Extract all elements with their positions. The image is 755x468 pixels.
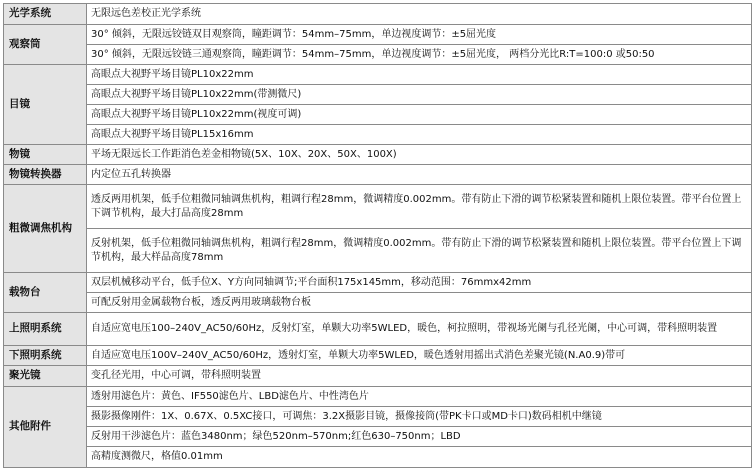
row-value: 反射用干涉滤色片：蓝色3480nm；绿色520nm–570nm;红色630–750nm；LBD (87, 427, 752, 447)
spec-row (4, 293, 752, 313)
row-value: 可配反射用金属载物台板，透反两用玻璃载物台板 (87, 293, 752, 313)
row-value: 双层机械移动平台，低手位X、Y方向同轴调节;平台面积175x145mm，移动范围：76mmx42mm (87, 273, 752, 293)
spec-row (4, 45, 752, 65)
spec-row (4, 145, 752, 165)
row-label: 载物台 (4, 273, 87, 313)
row-value: 高眼点大视野平场目镜PL10x22mm(带测微尺) (87, 85, 752, 105)
row-value: 变孔径光用，中心可调，带科照明装置 (87, 366, 752, 387)
row-label: 上照明系统 (4, 313, 87, 346)
spec-row (4, 273, 752, 293)
row-value: 反射机架，低手位粗微同轴调焦机构，粗调行程28mm，微调精度0.002mm。带有防止下滑的调节松紧装置和随机上限位装置。带平台位置上下调节机构，最大样品高度78mm (87, 229, 752, 273)
row-label: 目镜 (4, 65, 87, 145)
row-value: 自适应宽电压100V–240V_AC50/60Hz，透射灯室，单颗大功率5WLED，暖色透射用摇出式消色差聚光镜(N.A0.9)带可 (87, 346, 752, 366)
spec-row (4, 85, 752, 105)
spec-row (4, 366, 752, 387)
row-value: 高眼点大视野平场目镜PL15x16mm (87, 125, 752, 145)
spec-row (4, 165, 752, 185)
row-label: 物镜转换器 (4, 165, 87, 185)
spec-row (4, 125, 752, 145)
row-value: 高眼点大视野平场目镜PL10x22mm(视度可调) (87, 105, 752, 125)
row-label: 观察筒 (4, 25, 87, 65)
spec-row (4, 346, 752, 366)
spec-row (4, 4, 752, 25)
row-value: 30° 倾斜，无限远铰链双目观察筒，瞳距调节：54mm–75mm，单边视度调节：±5屈光度 (87, 25, 752, 45)
spec-row (4, 105, 752, 125)
row-value: 30° 倾斜，无限远铰链三通观察筒，瞳距调节：54mm–75mm，单边视度调节：±5屈光度， 两档分光比R:T=100:0 或50:50 (87, 45, 752, 65)
row-label: 光学系统 (4, 4, 87, 25)
row-value: 透射用滤色片：黄色、IF550滤色片、LBD滤色片、中性湾色片 (87, 387, 752, 407)
row-value: 无限远色差校正光学系统 (87, 4, 752, 25)
spec-row (4, 427, 752, 447)
row-label: 聚光镜 (4, 366, 87, 387)
spec-row (4, 25, 752, 45)
spec-row (4, 65, 752, 85)
spec-row (4, 313, 752, 346)
row-value: 高眼点大视野平场目镜PL10x22mm (87, 65, 752, 85)
spec-row (4, 387, 752, 407)
spec-table (3, 3, 752, 468)
row-value: 自适应宽电压100–240V_AC50/60Hz，反射灯室，单颗大功率5WLED，暖色，柯拉照明，带视场光阑与孔径光阑，中心可调，带科照明装置 (87, 313, 752, 346)
spec-row (4, 185, 752, 229)
row-label: 粗微调焦机构 (4, 185, 87, 273)
row-label: 下照明系统 (4, 346, 87, 366)
row-label: 其他附件 (4, 387, 87, 468)
spec-row (4, 447, 752, 468)
row-value: 透反两用机架，低手位粗微同轴调焦机构，粗调行程28mm，微调精度0.002mm。带有防止下滑的调节松紧装置和随机上限位装置。带平台位置上下调节机构，最大打品高度28mm (87, 185, 752, 229)
row-value: 平场无限远长工作距消色差金相物镜(5X、10X、20X、50X、100X) (87, 145, 752, 165)
row-value: 高精度测微尺，格值0.01mm (87, 447, 752, 468)
row-value: 内定位五孔转换器 (87, 165, 752, 185)
spec-row (4, 229, 752, 273)
spec-row (4, 407, 752, 427)
row-value: 摄影摄像刚件：1X、0.67X、0.5XC接口，可调焦：3.2X摄影目镜，摄像接筒(带PK卡口或MD卡口)数码相机中继镜 (87, 407, 752, 427)
row-label: 物镜 (4, 145, 87, 165)
